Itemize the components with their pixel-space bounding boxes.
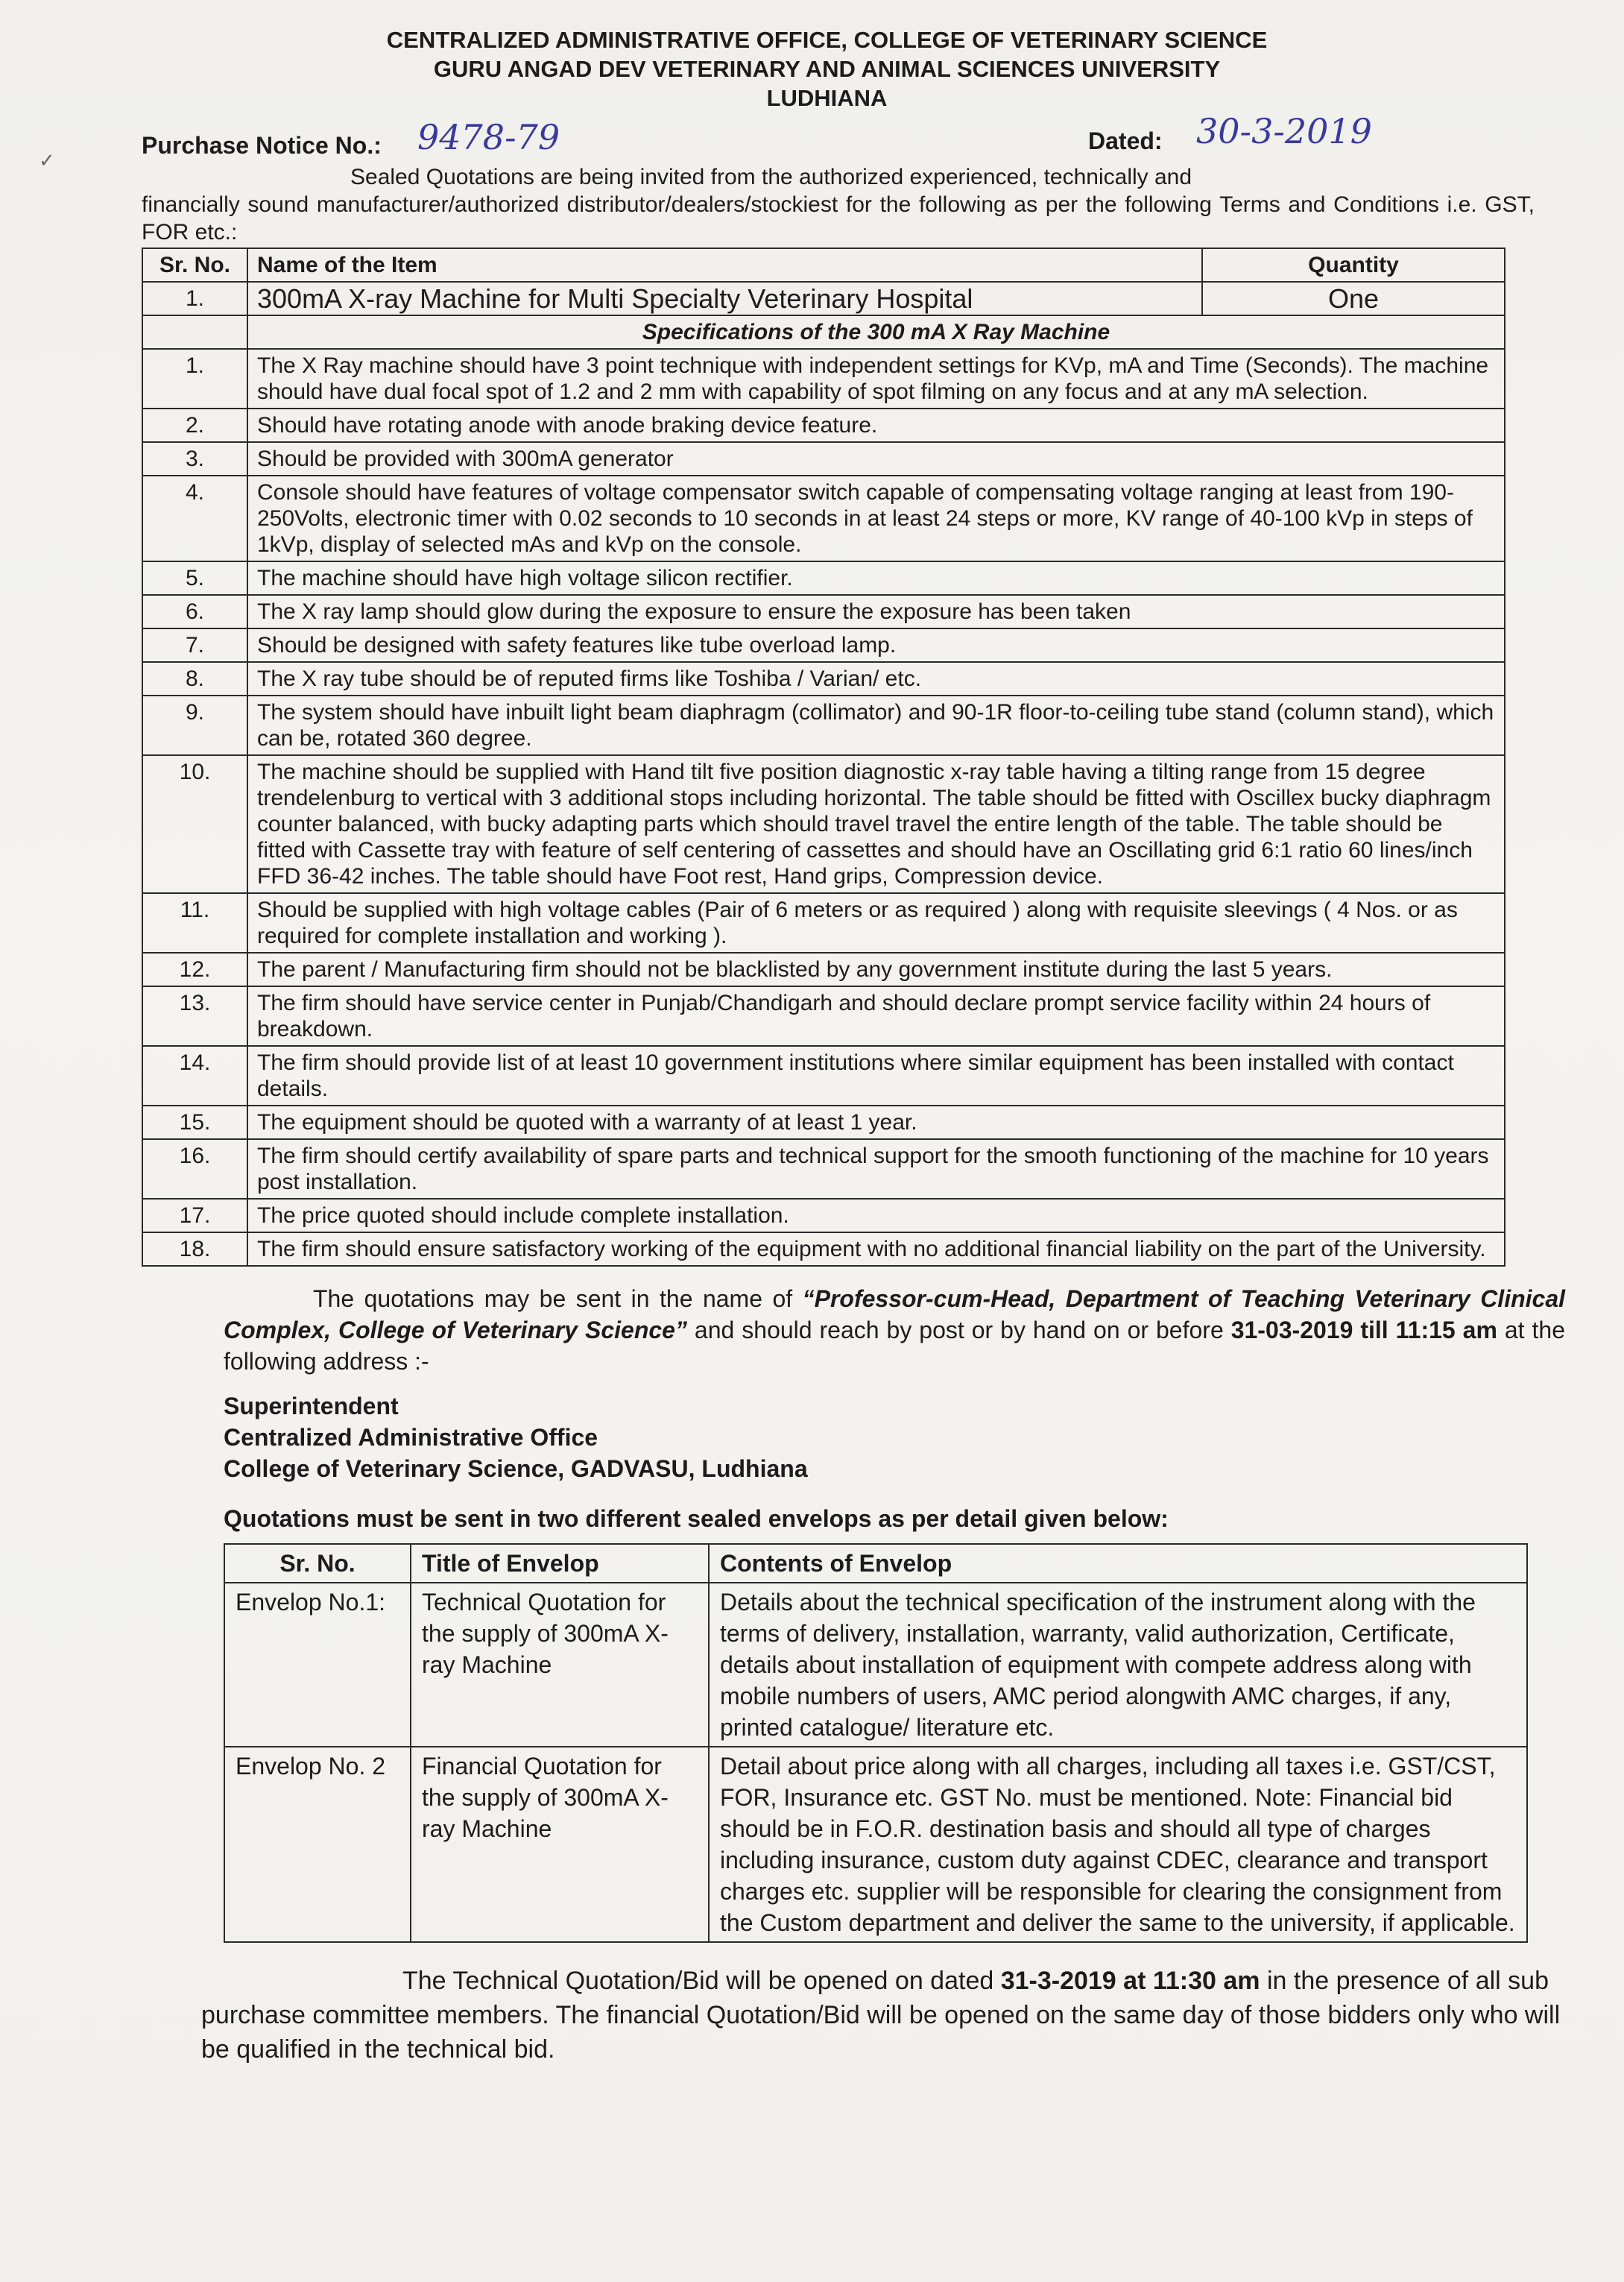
spec-row	[142, 953, 1505, 986]
spec-row-sr: 8.	[142, 662, 247, 696]
spec-heading: Specifications of the 300 mA X Ray Machine	[247, 315, 1505, 349]
spec-row-sr: 12.	[142, 953, 247, 986]
quotation-paragraph	[224, 1283, 1565, 1377]
item-row	[142, 282, 1505, 315]
address-line-2: Centralized Administrative Office	[224, 1424, 598, 1451]
intro-paragraph	[142, 163, 1535, 246]
spec-row-text: Should have rotating anode with anode braking device feature.	[247, 409, 1505, 442]
spec-table-header	[142, 248, 1505, 282]
spec-row-text: Console should have features of voltage compensator switch capable of compensating voltage ranging at least from 190-250Volts, electronic timer with 0.02 seconds to 10 seconds in at least 24 steps or more, KV range of 40-100 kVp in steps of 1kVp, display of selected mAs and kVp on the console.	[247, 476, 1505, 561]
spec-row-text: The equipment should be quoted with a warranty of at least 1 year.	[247, 1106, 1505, 1139]
spec-row-text: The X Ray machine should have 3 point technique with independent settings for KVp, mA and Time (Seconds). The machine should have dual focal spot of 1.2 and 2 mm with capability of spot filming on any focus and at any mA selection.	[247, 349, 1505, 409]
spec-row-sr: 17.	[142, 1199, 247, 1232]
office-header	[142, 25, 1512, 113]
spec-row-sr: 3.	[142, 442, 247, 476]
specification-table	[142, 248, 1505, 1267]
quotation-text-1: The quotations may be sent in the name of	[313, 1285, 803, 1312]
address-line-1: Superintendent	[224, 1393, 399, 1419]
spec-row-text: Should be supplied with high voltage cables (Pair of 6 meters or as required ) along with requisite sleevings ( 4 Nos. or as required for complete installation and working ).	[247, 893, 1505, 953]
dated-value: 30-3-2019	[1196, 111, 1372, 151]
col-item-name: Name of the Item	[247, 248, 1202, 282]
spec-row	[142, 1199, 1505, 1232]
opening-paragraph	[201, 1964, 1587, 2067]
envelop-title: Financial Quotation for the supply of 300mA X-ray Machine	[411, 1747, 709, 1942]
spec-row-sr: 7.	[142, 628, 247, 662]
spec-row-text: The firm should certify availability of spare parts and technical support for the smooth functioning of the machine for 10 years post installation.	[247, 1139, 1505, 1199]
spec-row	[142, 442, 1505, 476]
envelops-heading: Quotations must be sent in two different sealed envelops as per detail given below:	[224, 1505, 1169, 1532]
postal-address	[224, 1390, 1535, 1484]
spec-row-text: The system should have inbuilt light beam diaphragm (collimator) and 90-1R floor-to-ceiling tube stand (column stand), which can be, rotated 360 degree.	[247, 696, 1505, 755]
spec-row	[142, 1232, 1505, 1266]
envelop-row	[224, 1583, 1527, 1747]
item-sr: 1.	[142, 282, 247, 315]
spec-row-text: The X ray lamp should glow during the exposure to ensure the exposure has been taken	[247, 595, 1505, 628]
spec-row-sr: 14.	[142, 1046, 247, 1106]
spec-row	[142, 755, 1505, 893]
envelop-row	[224, 1747, 1527, 1942]
envelop-sr: Envelop No. 2	[224, 1747, 411, 1942]
spec-heading-row	[142, 315, 1505, 349]
opening-datetime: 31-3-2019 at 11:30 am	[1000, 1967, 1260, 1995]
spec-row-text: The machine should be supplied with Hand tilt five position diagnostic x-ray table having a tilting range from 15 degree trendelenburg to vertical with 3 additional stops including horizontal. The table should be fitted with Oscillex bucky diaphragm counter balanced, with bucky adapting parts which should travel travel the entire length of the table. The table should be fitted with Cassette tray with feature of self centering of cassettes and should have an Oscillating grid 6:1 ratio 60 lines/inch FFD 36-42 inches. The table should have Foot rest, Hand grips, Compression device.	[247, 755, 1505, 893]
spec-row-sr: 1.	[142, 349, 247, 409]
spec-row-sr: 2.	[142, 409, 247, 442]
quotation-addressee: “Professor-cum-Head, Department of Teaching Veterinary Clinical Complex, College of Veterinary Science”	[224, 1285, 1566, 1343]
spec-row	[142, 1139, 1505, 1199]
spec-row-sr: 18.	[142, 1232, 247, 1266]
spec-row-text: The price quoted should include complete installation.	[247, 1199, 1505, 1232]
envelops-table	[224, 1543, 1528, 1943]
env-col-contents: Contents of Envelop	[709, 1544, 1527, 1583]
spec-row-sr: 13.	[142, 986, 247, 1046]
spec-row-text: The firm should ensure satisfactory working of the equipment with no additional financial liability on the part of the University.	[247, 1232, 1505, 1266]
intro-rest: financially sound manufacturer/authorized distributor/dealers/stockiest for the following as per the following Terms and Conditions i.e. GST, FOR etc.:	[142, 192, 1535, 245]
quotation-text-5: at the following address :-	[224, 1317, 1566, 1375]
spec-row-text: The parent / Manufacturing firm should not be blacklisted by any government institute during the last 5 years.	[247, 953, 1505, 986]
opening-text-1: The Technical Quotation/Bid will be opened on dated	[402, 1967, 1001, 1995]
quotation-deadline: 31-03-2019 till 11:15 am	[1230, 1317, 1497, 1343]
spec-heading-blank	[142, 315, 247, 349]
opening-text-3: in the presence of all sub purchase committee members. The financial Quotation/Bid will be opened on the same day of those bidders only who will be qualified in the technical bid.	[201, 1967, 1561, 2064]
item-name: 300mA X-ray Machine for Multi Specialty Veterinary Hospital	[247, 282, 1202, 315]
spec-row-text: The X ray tube should be of reputed firms like Toshiba / Varian/ etc.	[247, 662, 1505, 696]
col-sr-no: Sr. No.	[142, 248, 247, 282]
notice-row	[142, 111, 1535, 159]
spec-row	[142, 561, 1505, 595]
header-line-1: CENTRALIZED ADMINISTRATIVE OFFICE, COLLEGE OF VETERINARY SCIENCE	[386, 27, 1268, 53]
purchase-notice-number: 9478-79	[417, 117, 560, 157]
envelops-table-header	[224, 1544, 1527, 1583]
purchase-notice-label: Purchase Notice No.:	[142, 132, 382, 159]
spec-row	[142, 696, 1505, 755]
envelop-contents: Details about the technical specification of the instrument along with the terms of delivery, installation, warranty, valid authorization, Certificate, details about installation of equipment with compete address along with mobile numbers of users, AMC period alongwith AMC charges, if any, printed catalogue/ literature etc.	[709, 1583, 1527, 1747]
col-quantity: Quantity	[1202, 248, 1505, 282]
spec-row	[142, 1046, 1505, 1106]
dated-label: Dated:	[1088, 127, 1163, 154]
spec-row-text: Should be provided with 300mA generator	[247, 442, 1505, 476]
spec-row	[142, 476, 1505, 561]
spec-row	[142, 628, 1505, 662]
env-col-sr: Sr. No.	[224, 1544, 411, 1583]
spec-row	[142, 986, 1505, 1046]
header-line-2: GURU ANGAD DEV VETERINARY AND ANIMAL SCIENCES UNIVERSITY	[433, 56, 1221, 82]
margin-mark: ✓	[39, 149, 55, 171]
spec-row-sr: 5.	[142, 561, 247, 595]
spec-row-sr: 16.	[142, 1139, 247, 1199]
spec-row	[142, 893, 1505, 953]
spec-row-sr: 9.	[142, 696, 247, 755]
address-line-3: College of Veterinary Science, GADVASU, Ludhiana	[224, 1455, 808, 1482]
spec-row-sr: 15.	[142, 1106, 247, 1139]
envelop-contents: Detail about price along with all charges, including all taxes i.e. GST/CST, FOR, Insurance etc. GST No. must be mentioned. Note: Financial bid should be in F.O.R. destination basis and should all type of charges including insurance, custom duty against CDEC, clearance and transport charges etc. supplier will be responsible for clearing the consignment from the Custom department and deliver the same to the university, if applicable.	[709, 1747, 1527, 1942]
header-line-3: LUDHIANA	[766, 85, 888, 111]
spec-row-sr: 10.	[142, 755, 247, 893]
spec-row	[142, 1106, 1505, 1139]
spec-row-sr: 4.	[142, 476, 247, 561]
spec-row-text: Should be designed with safety features like tube overload lamp.	[247, 628, 1505, 662]
spec-row	[142, 595, 1505, 628]
item-quantity: One	[1202, 282, 1505, 315]
spec-row	[142, 662, 1505, 696]
spec-row-text: The firm should provide list of at least 10 government institutions where similar equipment has been installed with contact details.	[247, 1046, 1505, 1106]
spec-row-text: The machine should have high voltage silicon rectifier.	[247, 561, 1505, 595]
envelop-title: Technical Quotation for the supply of 300mA X-ray Machine	[411, 1583, 709, 1747]
spec-row	[142, 409, 1505, 442]
envelop-sr: Envelop No.1:	[224, 1583, 411, 1747]
env-col-title: Title of Envelop	[411, 1544, 709, 1583]
intro-first-line: Sealed Quotations are being invited from the authorized experienced, technically and	[350, 165, 1192, 189]
spec-row-sr: 6.	[142, 595, 247, 628]
spec-row-text: The firm should have service center in Punjab/Chandigarh and should declare prompt service facility within 24 hours of breakdown.	[247, 986, 1505, 1046]
spec-row	[142, 349, 1505, 409]
spec-row-sr: 11.	[142, 893, 247, 953]
quotation-text-3: and should reach by post or by hand on or before	[686, 1317, 1231, 1343]
